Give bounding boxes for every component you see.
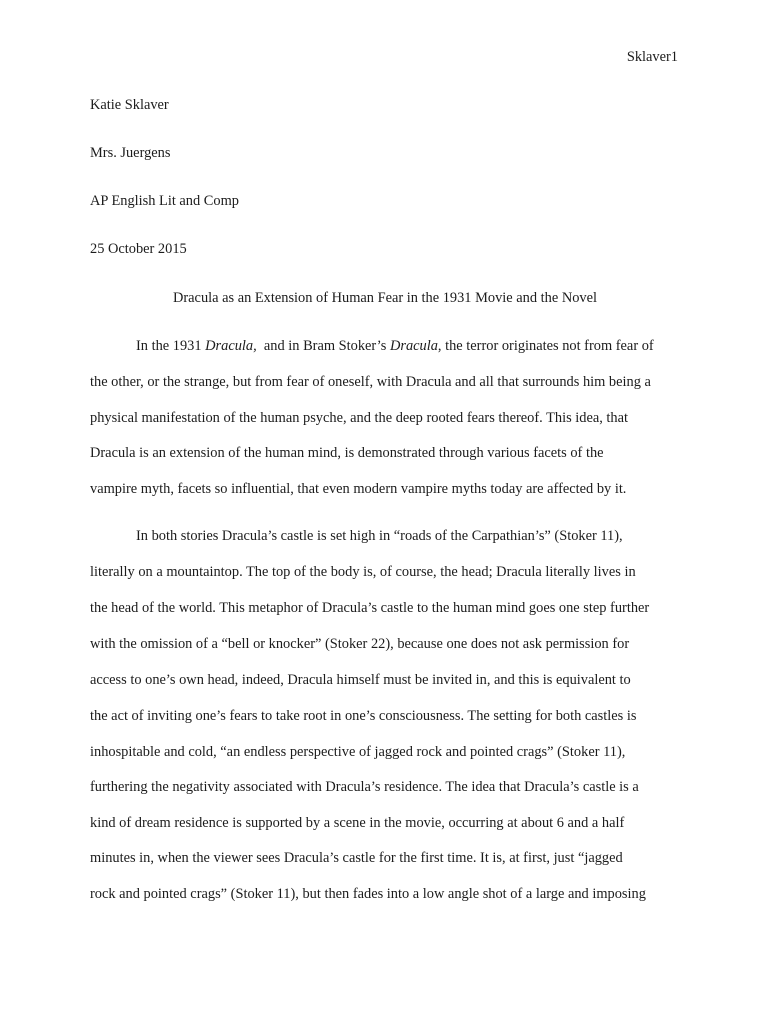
teacher-name: Mrs. Juergens [90, 145, 171, 161]
paragraph-line: vampire myth, facets so influential, that even modern vampire myths today are affected by it. [90, 481, 627, 497]
text-run: and in Bram Stoker’s [256, 338, 390, 354]
essay-title: Dracula as an Extension of Human Fear in the 1931 Movie and the Novel [172, 290, 597, 306]
essay-date: 25 October 2015 [90, 241, 187, 257]
text-run: , the terror originates not from fear of [437, 338, 654, 354]
paragraph-line: literally on a mountaintop. The top of the body is, of course, the head; Dracula literally lives in [90, 564, 636, 580]
paragraph-line: Dracula is an extension of the human mind, is demonstrated through various facets of the [90, 445, 604, 461]
paragraph-line: kind of dream residence is supported by a scene in the movie, occurring at about 6 and a half [90, 815, 625, 831]
paragraph-line: the head of the world. This metaphor of Dracula’s castle to the human mind goes one step further [90, 600, 650, 616]
italic-title: Dracula [389, 338, 438, 354]
paragraph-line: with the omission of a “bell or knocker” (Stoker 22), because one does not ask permission for [90, 636, 630, 652]
paragraph-line [136, 336, 654, 356]
paragraph-line: physical manifestation of the human psyche, and the deep rooted fears thereof. This idea, that [90, 410, 629, 426]
paragraph-line: rock and pointed crags” (Stoker 11), but then fades into a low angle shot of a large and imposing [90, 886, 646, 902]
paragraph-line: access to one’s own head, indeed, Dracula himself must be invited in, and this is equivalent to [90, 672, 631, 688]
paragraph-line: the other, or the strange, but from fear of oneself, with Dracula and all that surrounds him being a [90, 374, 651, 390]
paragraph-line: In both stories Dracula’s castle is set high in “roads of the Carpathian’s” (Stoker 11), [136, 528, 623, 544]
course-name: AP English Lit and Comp [90, 193, 239, 209]
text-run: In the 1931 [136, 338, 206, 354]
student-name: Katie Sklaver [90, 97, 169, 113]
italic-title: Dracula, [205, 338, 257, 354]
paragraph-line: furthering the negativity associated with Dracula’s residence. The idea that Dracula’s castle is a [90, 779, 639, 795]
running-head: Sklaver1 [626, 49, 678, 65]
paragraph-line: the act of inviting one’s fears to take root in one’s consciousness. The setting for both castles is [90, 708, 637, 724]
paragraph-line: minutes in, when the viewer sees Dracula’s castle for the first time. It is, at first, just “jagged [90, 850, 623, 866]
paragraph-line: inhospitable and cold, “an endless perspective of jagged rock and pointed crags” (Stoker 11), [90, 744, 626, 760]
